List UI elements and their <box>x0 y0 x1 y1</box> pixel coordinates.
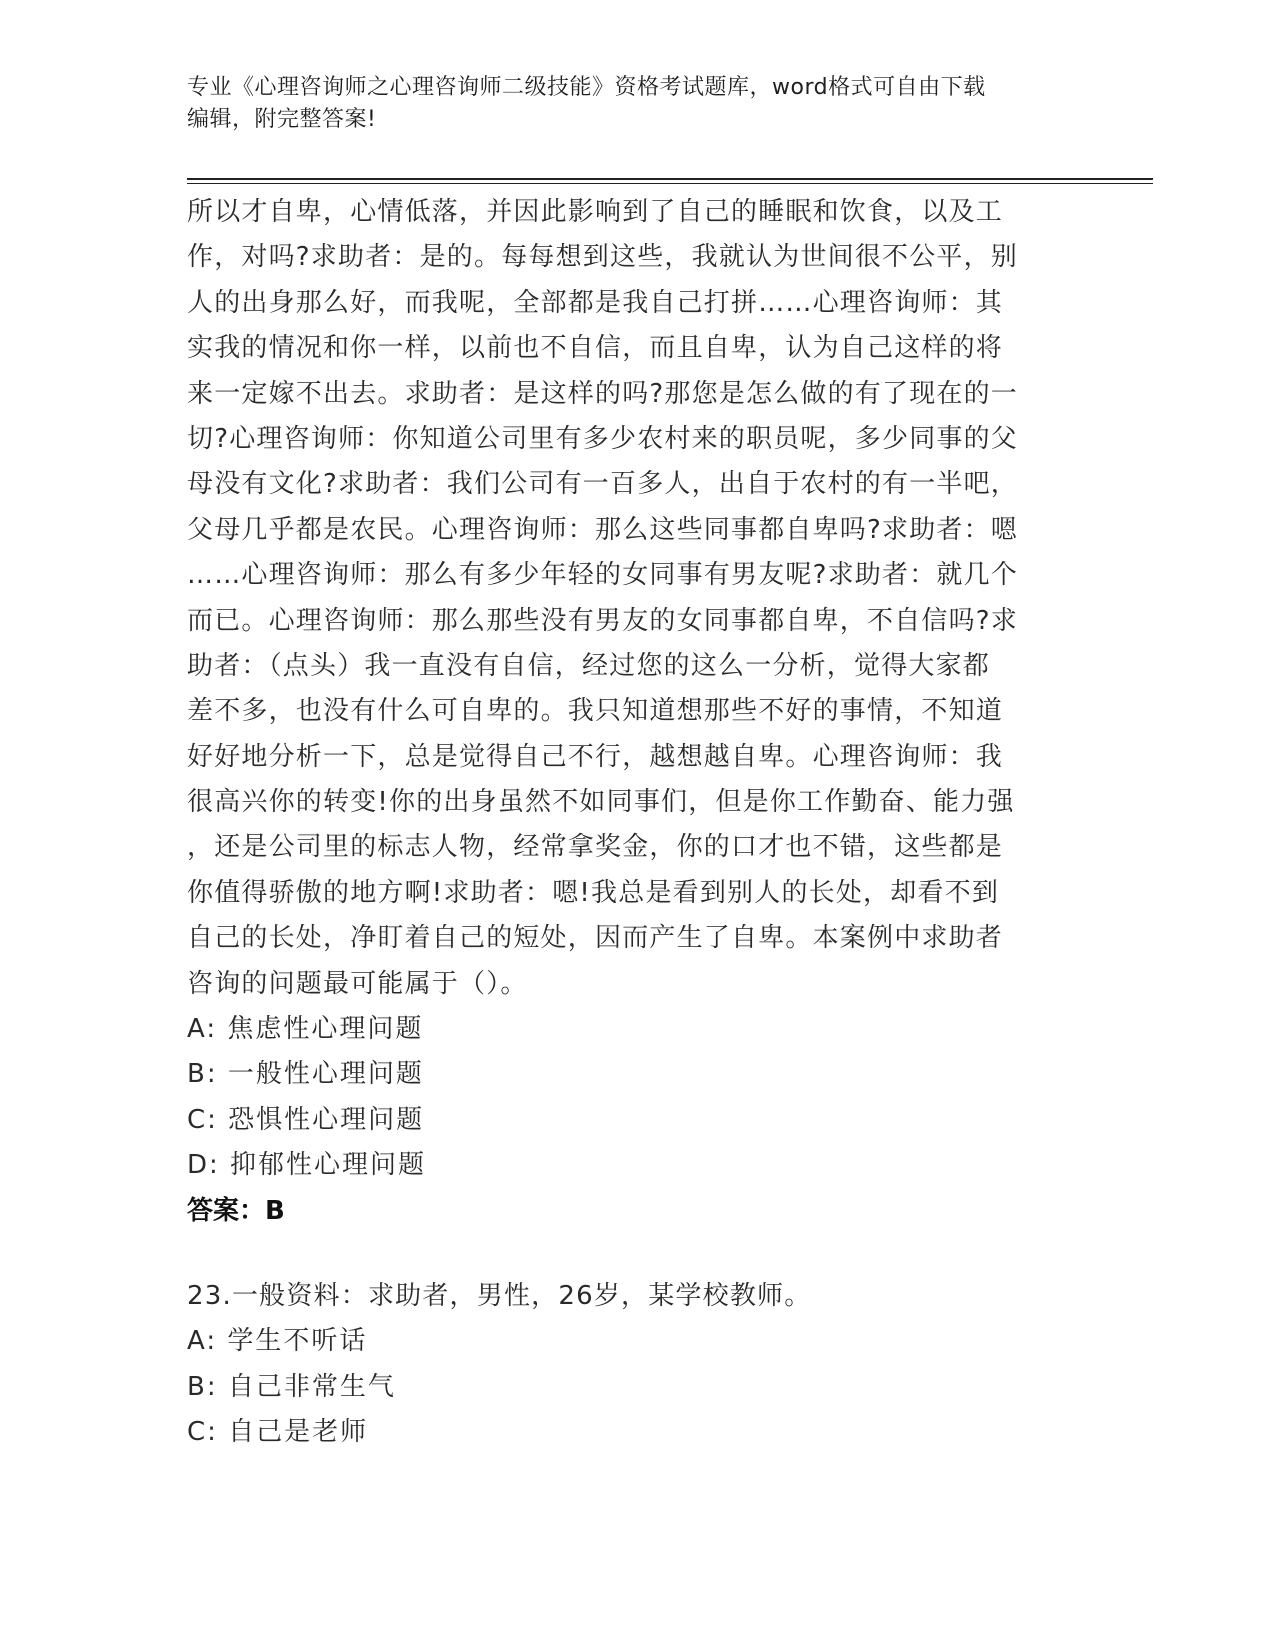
stem-line: 人的出身那么好，而我呢，全部都是我自己打拼……心理咨询师：其 <box>187 287 1004 318</box>
option-c: C: 恐惧性心理问题 <box>187 1104 425 1135</box>
stem-line: ……心理咨询师：那么有多少年轻的女同事有男友呢?求助者：就几个 <box>187 560 1019 591</box>
header-line-1: 专业《心理咨询师之心理咨询师二级技能》资格考试题库，word格式可自由下载 <box>187 75 986 100</box>
stem-line: 母没有文化?求助者：我们公司有一百多人，出自于农村的有一半吧， <box>187 469 1019 500</box>
header-rule-thin <box>187 183 1153 184</box>
stem-line: 差不多，也没有什么可自卑的。我只知道想那些不好的事情，不知道 <box>187 696 1004 727</box>
stem-line: 而已。心理咨询师：那么那些没有男友的女同事都自卑，不自信吗?求 <box>187 605 1019 636</box>
stem-line: 自己的长处，净盯着自己的短处，因而产生了自卑。本案例中求助者 <box>187 923 1004 954</box>
question-23-options <box>187 1319 1087 1455</box>
option-a: A: 学生不听话 <box>187 1326 368 1357</box>
stem-line: 很高兴你的转变!你的出身虽然不如同事们，但是你工作勤奋、能力强 <box>187 787 1015 818</box>
stem-line: ，还是公司里的标志人物，经常拿奖金，你的口才也不错，这些都是 <box>187 832 1004 863</box>
stem-line: 助者：（点头）我一直没有自信，经过您的这么一分析，觉得大家都 <box>187 650 991 681</box>
stem-line: 作，对吗?求助者：是的。每每想到这些，我就认为世间很不公平，别 <box>187 242 1019 273</box>
stem-line: 父母几乎都是农民。心理咨询师：那么这些同事都自卑吗?求助者：嗯 <box>187 514 1019 545</box>
document-body <box>187 190 1087 1456</box>
question-23-stem: 23.一般资料：求助者，男性，26岁，某学校教师。 <box>187 1280 812 1311</box>
spacer <box>187 1234 1087 1274</box>
question-22-answer: 答案：B <box>187 1195 285 1226</box>
option-a: A: 焦虑性心理问题 <box>187 1014 424 1045</box>
stem-line: 切?心理咨询师：你知道公司里有多少农村来的职员呢，多少同事的父 <box>187 423 1019 454</box>
option-b: B: 一般性心理问题 <box>187 1059 424 1090</box>
question-22-stem <box>187 190 1087 1007</box>
stem-line: 好好地分析一下，总是觉得自己不行，越想越自卑。心理咨询师：我 <box>187 741 1004 772</box>
stem-line: 来一定嫁不出去。求助者：是这样的吗?那您是怎么做的有了现在的一 <box>187 378 1019 409</box>
stem-line: 你值得骄傲的地方啊!求助者：嗯!我总是看到别人的长处，却看不到 <box>187 877 1000 908</box>
stem-line: 实我的情况和你一样，以前也不自信，而且自卑，认为自己这样的将 <box>187 333 1004 364</box>
option-c: C: 自己是老师 <box>187 1417 369 1448</box>
document-header <box>187 72 1087 136</box>
stem-line: 咨询的问题最可能属于（）。 <box>187 968 528 999</box>
option-d: D: 抑郁性心理问题 <box>187 1150 427 1181</box>
option-b: B: 自己非常生气 <box>187 1371 396 1402</box>
header-rule-thick <box>187 178 1153 180</box>
header-line-2: 编辑，附完整答案! <box>187 107 377 132</box>
question-22-options <box>187 1007 1087 1189</box>
stem-line: 所以才自卑，心情低落，并因此影响到了自己的睡眠和饮食，以及工 <box>187 197 1004 227</box>
